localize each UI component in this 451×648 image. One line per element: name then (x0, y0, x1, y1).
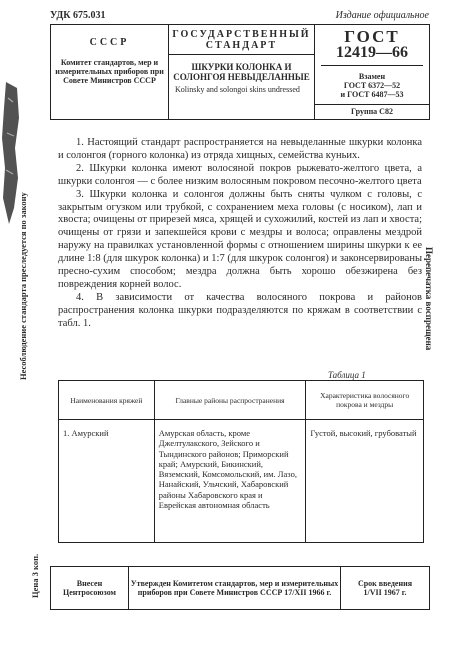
paragraph-2: 2. Шкурки колонка имеют волосяной покров рыжевато-желтого цвета, а шкурки солонгоя — с более низким волосяным покровом песочно-желтого цвета (58, 162, 422, 187)
column-header-characteristics: Характеристика волосяного покрова и мездры (306, 381, 424, 420)
paragraph-1: 1. Настоящий стандарт распространяется на невыделанные шкурки колонка и солонгоя (горного колонка) из отряда хищных, семейства куньих. (58, 137, 422, 161)
group-code: Группа С82 (315, 104, 429, 119)
reprint-notice: Перепечатка воспрещена (424, 247, 434, 351)
header-title-block (169, 25, 315, 119)
regions-table (58, 380, 424, 543)
publisher-cell: Внесен Центросоюзом (51, 567, 129, 609)
standard-header (50, 24, 430, 120)
cell-regions: Амурская область, кроме Джелтулакского, Зейского и Тындинского районов; Приморский край; Амурский, Бикинский, Вяземский, Комсомольский, им. Лазо, Нанайский, Ульчский, Хабаровский районы Хабаровского края и Еврейская автономная область (154, 420, 306, 543)
approval-cell: Утвержден Комитетом стандартов, мер и измерительных приборов при Совете Министров СССР 17/XII 1966 г. (129, 567, 341, 609)
paragraph-3: 3. Шкурки колонка и солонгоя должны быть сняты чулком с головы, с закрытым огузком или трубкой, с сохранением меха головы (с носиком), лап и хвоста; очищены от прирезей мяса, хрящей и сухожилий, костей из лап и хвоста; очищены от грязи и запекшейся крови с мездры и волоса; оправлены мездрой наружу на правилках установленной формы с отношением ширины шкурки к ее длине 1:8 (для шкурок колонка) и 1:7 (для шкурок солонгоя) и законсервированы пресно-сухим способом; мездра должна быть хорошо обезжирена без повреждения корней волос. (58, 188, 422, 290)
replace-item-2: и ГОСТ 6487—53 (340, 90, 404, 99)
effective-cell (341, 567, 429, 609)
paragraph-4: 4. В зависимости от качества волосяного покрова и районов распространения колонка шкурки подразделяются по кряжам в соответствии с табл. 1. (58, 291, 422, 329)
cell-name: 1. Амурский (59, 420, 155, 543)
replaces-block (315, 72, 429, 99)
price-label: Цена 3 коп. (30, 553, 40, 598)
effective-date: 1/VII 1967 г. (363, 588, 407, 597)
committee-label: Комитет стандартов, мер и измерительных приборов при Совете Министров СССР (55, 58, 164, 85)
column-header-regions: Главные районы распространения (154, 381, 306, 420)
replace-label: Взамен (358, 72, 386, 81)
table-header-row (59, 381, 424, 420)
gost-label: ГОСТ (344, 27, 400, 46)
replace-item-1: ГОСТ 6372—52 (343, 81, 401, 90)
legal-notice: Несоблюдение стандарта преследуется по закону (18, 192, 28, 380)
product-title-en: Kolinsky and solongoi skins undressed (175, 85, 300, 94)
table-caption: Таблица 1 (328, 370, 366, 380)
edition-label: Издание официальное (335, 10, 429, 21)
cell-characteristics: Густой, высокий, грубоватый (306, 420, 424, 543)
standard-body (58, 137, 422, 331)
column-header-name: Наименования кряжей (59, 381, 155, 420)
udk-code: УДК 675.031 (50, 10, 106, 21)
header-gost-block (315, 25, 429, 119)
standard-footer (50, 566, 430, 610)
header-issuer (51, 25, 169, 119)
product-title: ШКУРКИ КОЛОНКА И СОЛОНГОЯ НЕВЫДЕЛАННЫЕ (173, 62, 310, 82)
standard-type: ГОСУДАРСТВЕННЫЙ СТАНДАРТ (169, 25, 314, 55)
effective-label: Срок введения (357, 579, 413, 588)
country-label: СССР (89, 37, 130, 48)
gost-number: 12419—66 (321, 45, 423, 66)
table-row (59, 420, 424, 543)
